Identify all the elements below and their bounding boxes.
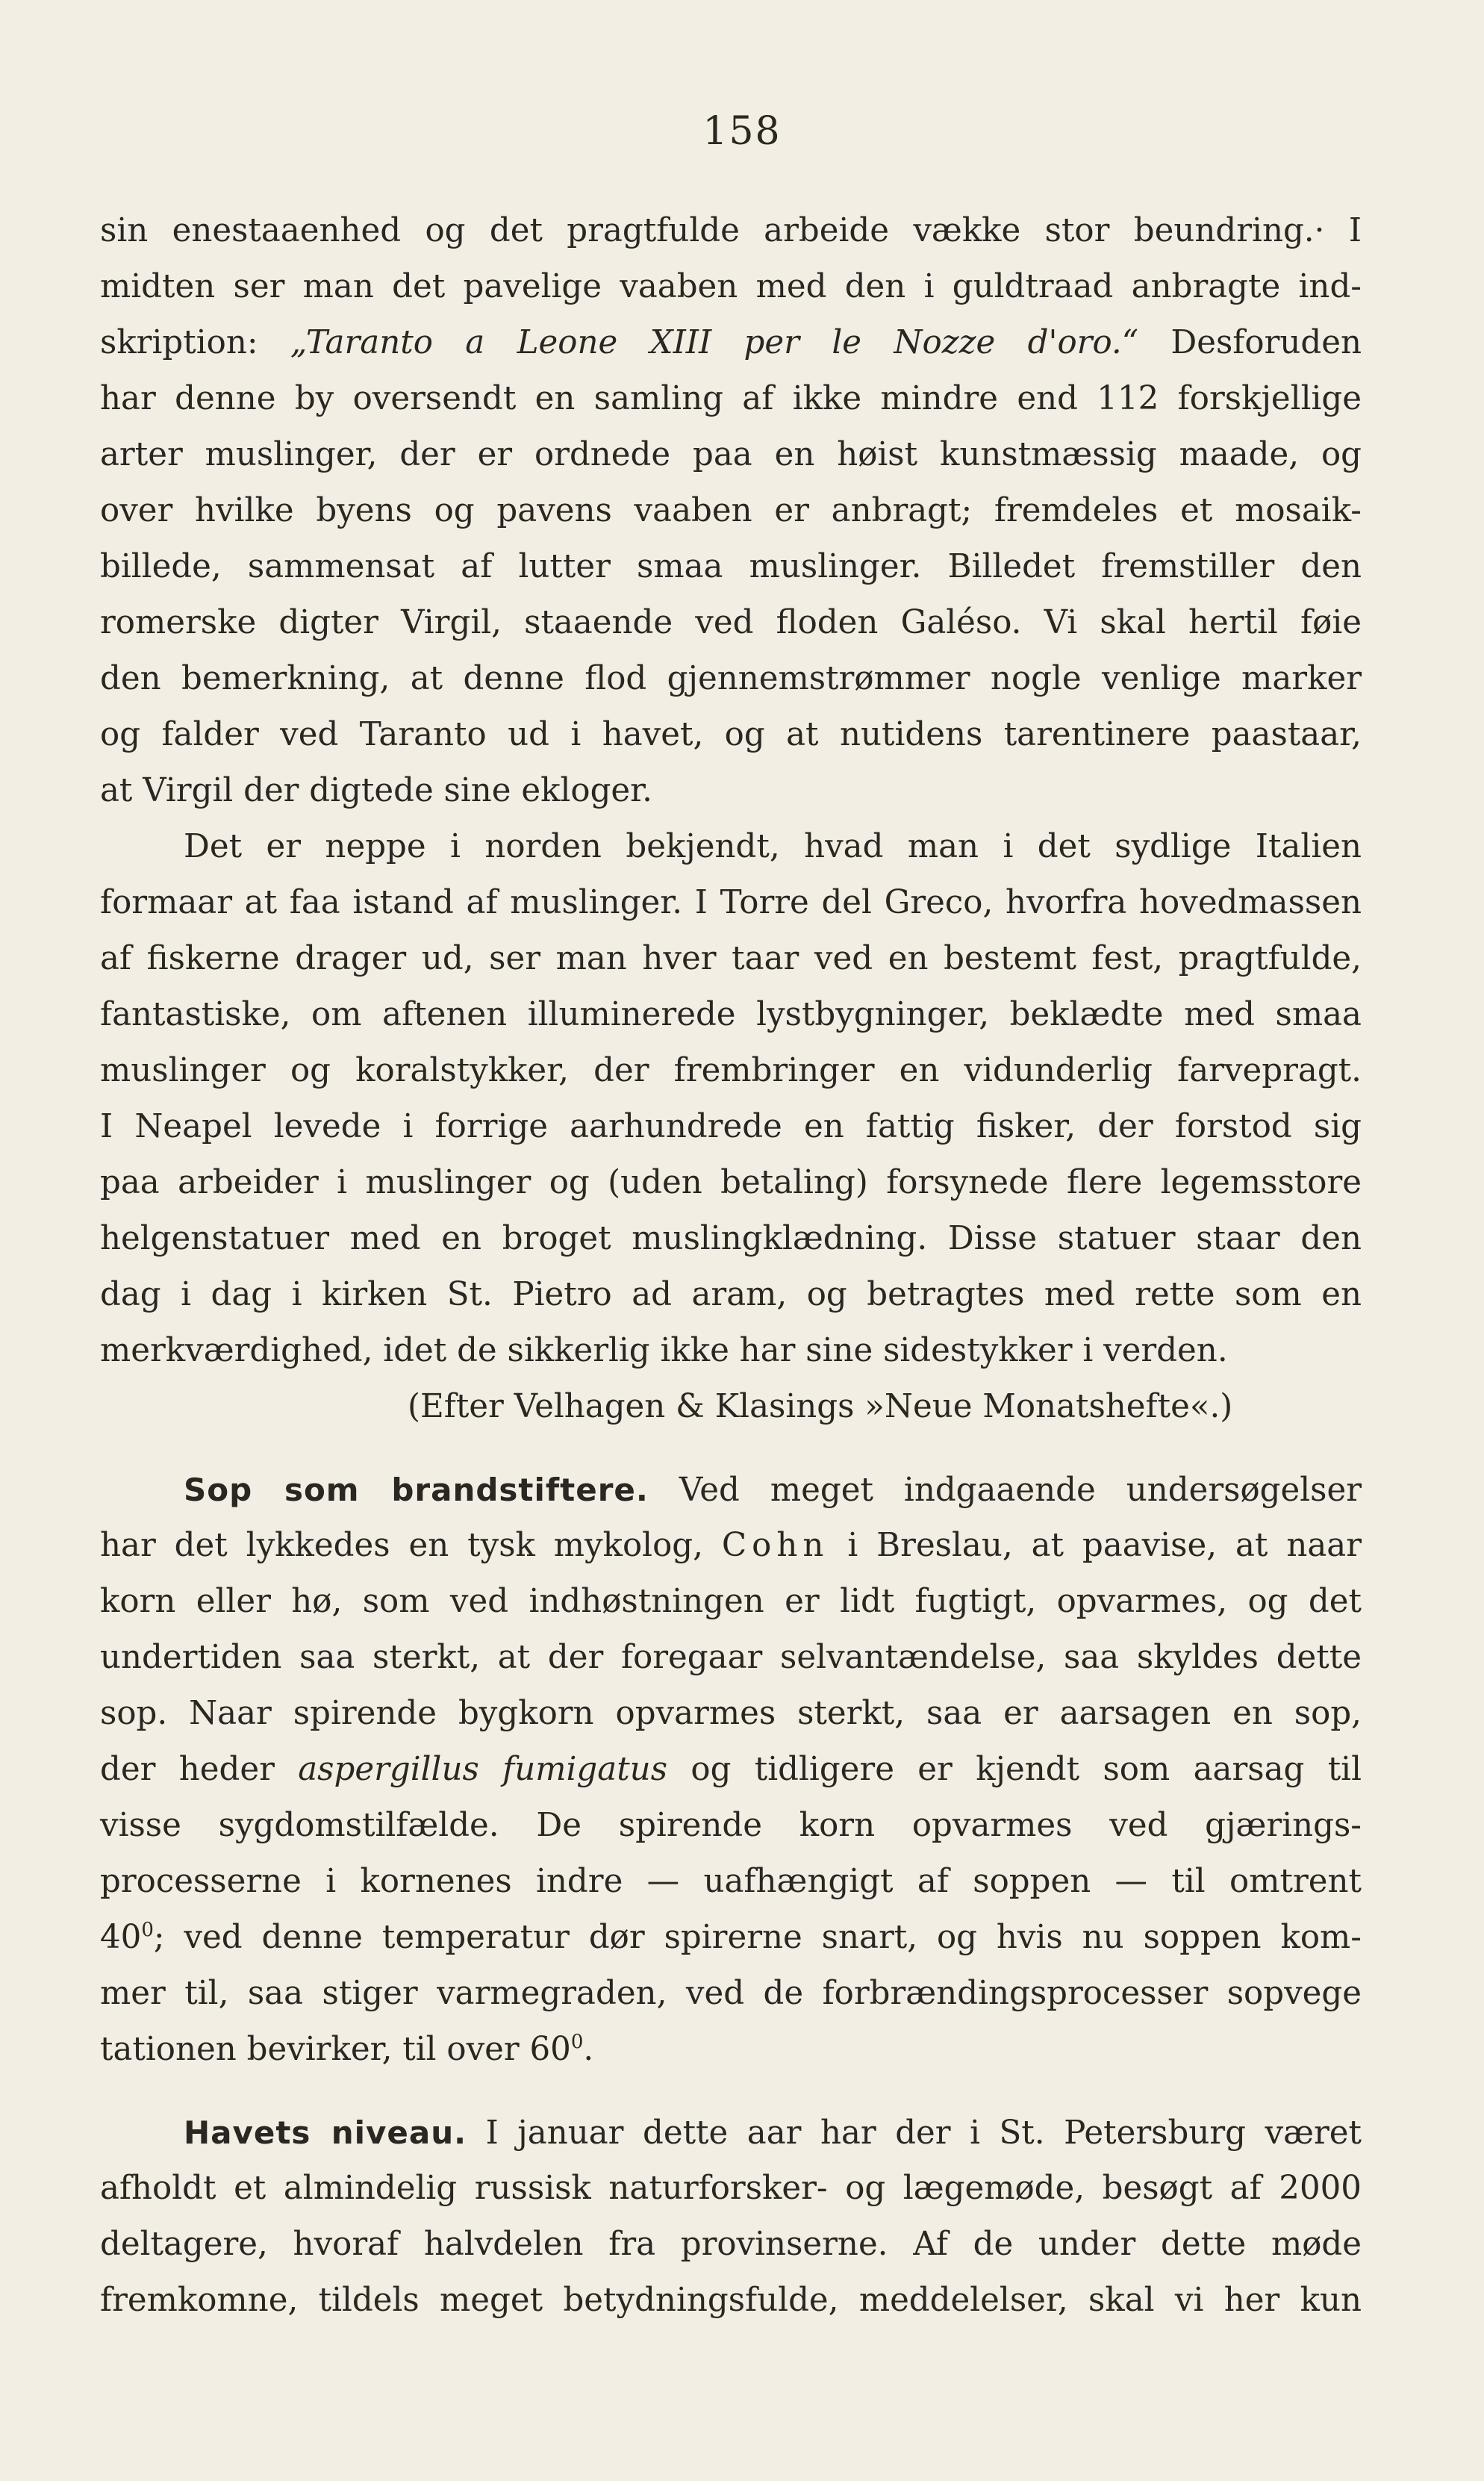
text-line: visse sygdomstilfælde. De spirende korn opvarmes ved gjærings- [100,1807,1362,1844]
text-span: 40 [100,1919,142,1956]
source-credit: (Efter Velhagen & Klasings »Neue Monatshefte«.) [408,1388,1233,1425]
text-line: af fiskerne drager ud, ser man hver taar ved en bestemt fest, pragtfulde, [100,940,1362,977]
paragraph-muslinger [100,819,1362,1435]
text-line [100,1742,1362,1798]
text-line: korn eller hø, som ved indhøstningen er lidt fugtigt, opvarmes, og det [100,1583,1362,1620]
text-line: muslinger og koralstykker, der frembringer en vidunderlig farvepragt. [100,1052,1362,1089]
text-span: Desforuden [1170,324,1362,361]
page-number: 158 [702,109,782,154]
text-line [100,1518,1362,1574]
text-span: Ved meget indgaaende undersøgelser [679,1472,1362,1509]
text-span: der heder [100,1751,275,1788]
text-line: at Virgil der digtede sine ekloger. [100,772,653,809]
italic-inscription: „Taranto a Leone XIII per le Nozze d'oro.“ [290,324,1138,361]
text-line [100,315,1362,371]
text-line: processerne i kornenes indre — uafhængigt af soppen — til omtrent [100,1863,1362,1900]
section-sop [100,1462,1362,2078]
text-line: og falder ved Taranto ud i havet, og at nutidens tarentinere paastaar, [100,716,1362,753]
text-span: . [583,2031,594,2068]
page-body [100,203,1362,2329]
section-heading: Havets niveau. [184,2114,467,2151]
text-line: fantastiske, om aftenen illuminerede lystbygninger, beklædte med smaa [100,996,1362,1033]
section-havets [100,2105,1362,2329]
text-line: den bemerkning, at denne flod gjennemstrømmer nogle venlige marker [100,660,1362,697]
section-gap [100,2078,1362,2105]
italic-species: aspergillus fumigatus [298,1751,668,1788]
text-span: i Breslau, at paavise, at naar [847,1527,1362,1564]
paragraph-vaaben [100,203,1362,819]
text-line: paa arbeider i muslinger og (uden betaling) forsynede flere legemsstore [100,1164,1362,1201]
text-line: har denne by oversendt en samling af ikke mindre end 112 forskjellige [100,380,1362,417]
text-line: helgenstatuer med en broget muslingklædning. Disse statuer staar den [100,1220,1362,1257]
text-line: afholdt et almindelig russisk naturforsker- og lægemøde, besøgt af 2000 [100,2170,1362,2207]
text-line: merkværdighed, idet de sikkerlig ikke har sine sidestykker i verden. [100,1332,1228,1369]
text-line: sin enestaaenhed og det pragtfulde arbeide vække stor beundring.· I [100,212,1362,249]
text-line: billede, sammensat af lutter smaa muslinger. Billedet fremstiller den [100,548,1362,585]
text-span: ; ved denne temperatur dør spirerne snart, og hvis nu soppen kom- [153,1919,1362,1956]
text-span: skription: [100,324,258,361]
text-line [100,1462,1362,1518]
text-span: I januar dette aar har der i St. Petersburg været [485,2114,1362,2152]
text-line: I Neapel levede i forrige aarhundrede en fattig fisker, der forstod sig [100,1108,1362,1145]
degree-mark: 0 [570,2031,584,2053]
text-line: midten ser man det pavelige vaaben med den i guldtraad anbragte ind- [100,268,1362,305]
text-span: har det lykkedes en tysk mykolog, [100,1527,703,1564]
text-line: fremkomne, tildels meget betydningsfulde, meddelelser, skal vi her kun [100,2282,1362,2319]
text-line: dag i dag i kirken St. Pietro ad aram, og betragtes med rette som en [100,1276,1362,1313]
text-line: sop. Naar spirende bygkorn opvarmes sterkt, saa er aarsagen en sop, [100,1695,1362,1732]
author-name: Cohn [721,1527,829,1564]
text-line [100,2105,1362,2161]
section-gap [100,1435,1362,1462]
section-heading: Sop som brandstiftere. [184,1472,649,1508]
text-line: over hvilke byens og pavens vaaben er anbragt; fremdeles et mosaik- [100,492,1362,529]
text-line: romerske digter Virgil, staaende ved floden Galéso. Vi skal hertil føie [100,604,1362,641]
text-line: deltagere, hvoraf halvdelen fra provinserne. Af de under dette møde [100,2226,1362,2263]
text-line: undertiden saa sterkt, at der foregaar selvantændelse, saa skyldes dette [100,1639,1362,1676]
text-span: og tidligere er kjendt som aarsag til [690,1751,1362,1788]
text-line: formaar at faa istand af muslinger. I Torre del Greco, hvorfra hovedmassen [100,884,1362,921]
text-line [100,1910,1362,1966]
degree-mark: 0 [141,1919,154,1941]
text-span: tationen bevirker, til over 60 [100,2031,571,2068]
text-line: arter muslinger, der er ordnede paa en høist kunstmæssig maade, og [100,436,1362,473]
text-line: mer til, saa stiger varmegraden, ved de forbrændingsprocesser sopvege [100,1975,1362,2012]
text-line [100,2022,1362,2078]
text-line: Det er neppe i norden bekjendt, hvad man i det sydlige Italien [184,828,1362,865]
